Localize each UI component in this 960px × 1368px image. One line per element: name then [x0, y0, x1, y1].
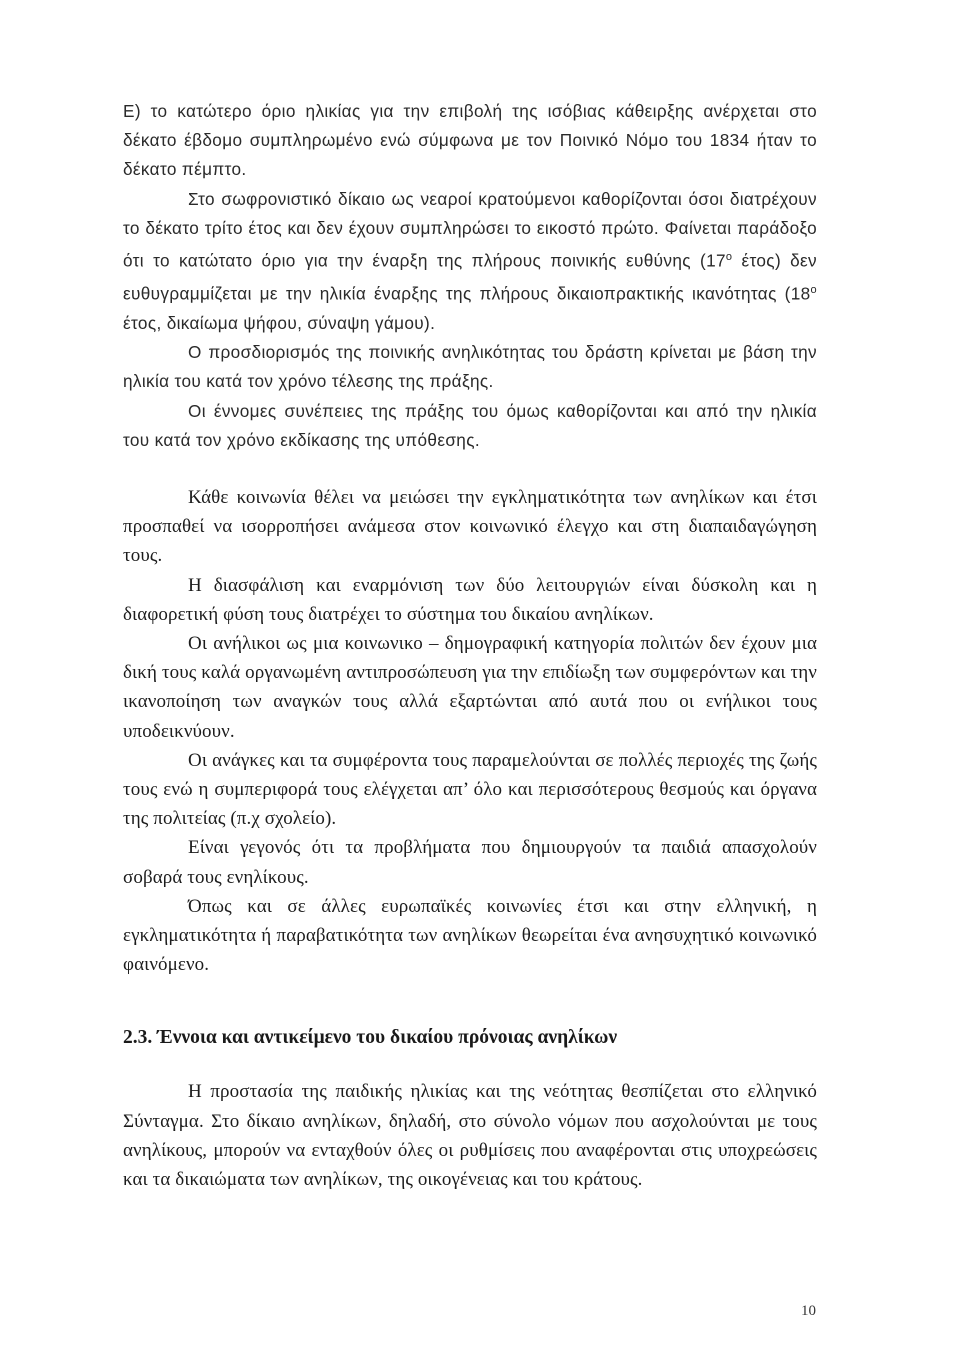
paragraph-correctional-law: [123, 185, 817, 338]
superscript-ordinal: ο: [725, 251, 733, 264]
paragraph-correctional-law-part1: Στο σωφρονιστικό δίκαιο ως νεαροί κρατούμενοι καθορίζονται όσοι διατρέχουν το δέκατο τρίτο έτος και δεν έχουν συμπληρώσει το εικοστό πρώτο.: [123, 188, 817, 238]
paragraph-consequences: Οι έννομες συνέπειες της πράξης του όμως καθορίζονται και από την ηλικία του κατά τον χρόνο εκδίκασης της υπόθεσης.: [123, 400, 817, 450]
paragraph-correctional-law-part4: έτος, δικαίωμα ψήφου, σύναψη γάμου).: [123, 312, 436, 333]
paragraph-society: Κάθε κοινωνία θέλει να μειώσει την εγκληματικότητα των ανηλίκων και έτσι προσπαθεί να ισορροπήσει ανάμεσα στον κοινωνικό έλεγχο και στη διαπαιδαγώγηση τους.: [123, 486, 817, 567]
paragraph-age-limit: Ε) το κατώτερο όριο ηλικίας για την επιβολή της ισόβιας κάθειρξης ανέρχεται στο δέκατο έβδομο συμπληρωμένο ενώ σύμφωνα με τον Ποινικό Νόμο του 1834 ήταν το δέκατο πέμπτο.: [123, 101, 817, 180]
paragraph-problems: Είναι γεγονός ότι τα προβλήματα που δημιουργούν τα παιδιά απασχολούν σοβαρά τους ενηλίκους.: [123, 837, 817, 888]
paragraph-correctional-law-part2: Φαίνεται παράδοξο ότι το κατώτατο όριο για την έναρξη της πλήρους ποινικής ευθύνης (17: [123, 217, 817, 271]
document-body: [123, 97, 817, 1194]
page-number: 10: [801, 1303, 816, 1319]
paragraph-correctional-law-part3: έτος) δεν ευθυγραμμίζεται με την ηλικία έναρξης της πλήρους δικαιοπρακτικής ικανότητας (18: [123, 250, 818, 304]
section-heading: 2.3. Έννοια και αντικείμενο του δικαίου πρόνοιας ανηλίκων: [123, 1027, 618, 1049]
paragraph-minors-category: Οι ανήλικοι ως μια κοινωνικο – δημογραφική κατηγορία πολιτών δεν έχουν μια δική τους καλά οργανωμένη αντιπροσώπευση για την επιδίωξη των συμφερόντων και την ικανοποίηση των αναγκών τους αλλά εξαρτώνται από αυτά που οι ενήλικοι τους υποδεικνύουν.: [123, 632, 817, 742]
paragraph-delinquency: Όπως και σε άλλες ευρωπαϊκές κοινωνίες έτσι και στην ελληνική, η εγκληματικότητα ή παραβατικότητα των ανηλίκων θεωρείται ένα ανησυχητικό κοινωνικό φαινόμενο.: [123, 895, 817, 976]
paragraph-determination: Ο προσδιορισμός της ποινικής ανηλικότητας του δράστη κρίνεται με βάση την ηλικία του κατά τον χρόνο τέλεσης της πράξης.: [123, 342, 817, 392]
superscript-ordinal: ο: [810, 283, 817, 296]
paragraph-needs: Οι ανάγκες και τα συμφέροντα τους παραμελούνται σε πολλές περιοχές της ζωής τους ενώ η συμπεριφορά τους ελέγχεται απ’ όλο και περισσότερους θεσμούς και όργανα της πολιτείας (π.χ σχολείο).: [123, 749, 817, 830]
paragraph-safeguarding: Η διασφάλιση και εναρμόνιση των δύο λειτουργιών είναι δύσκολη και η διαφορετική φύση τους διατρέχει το σύστημα του δικαίου ανηλίκων.: [123, 574, 817, 625]
paragraph-protection: Η προστασία της παιδικής ηλικίας και της νεότητας θεσπίζεται στο ελληνικό Σύνταγμα. Στο δίκαιο ανηλίκων, δηλαδή, στο σύνολο νόμων που ασχολούνται με τους ανηλίκους, μπορούν να ενταχθούν όλες οι ρυθμίσεις που αναφέρονται στις υποχρεώσεις και τα δικαιώματα των ανηλίκων, της οικογένειας και του κράτους.: [123, 1081, 817, 1190]
